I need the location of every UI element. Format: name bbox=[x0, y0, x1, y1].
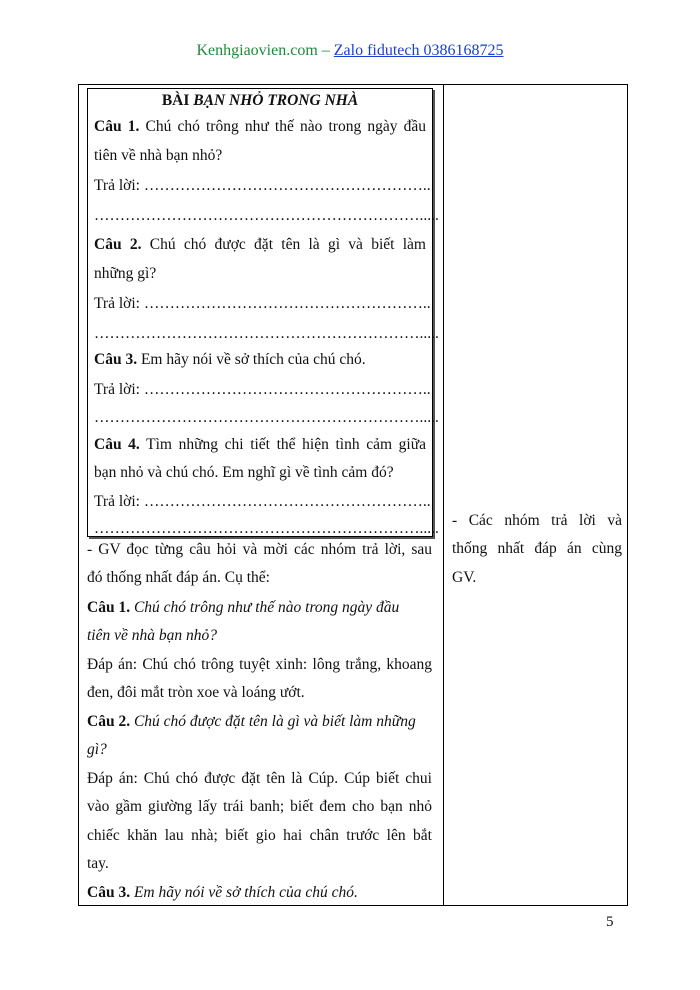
box-question-1-cont: tiên về nhà bạn nhỏ? bbox=[94, 147, 223, 164]
question-1-cont: tiên về nhà bạn nhỏ? bbox=[87, 627, 218, 644]
question-2: Câu 2. Chú chó được đặt tên là gì và biết làm những bbox=[87, 713, 416, 730]
site-name: Kenhgiaovien.com bbox=[196, 42, 318, 59]
answer-line: Trả lời: ……………………………………………….. bbox=[94, 381, 431, 398]
question-3: Câu 3. Em hãy nói về sở thích của chú chó. bbox=[87, 884, 358, 901]
header-separator: – bbox=[317, 42, 334, 59]
teacher-intro: - GV đọc từng câu hỏi và mời các nhóm trả lời, sau bbox=[87, 541, 432, 558]
lesson-table bbox=[78, 84, 628, 906]
dots-line: ………………………………………………………..... bbox=[94, 520, 439, 537]
box-question-4-cont: bạn nhỏ và chú chó. Em nghĩ gì về tình cảm đó? bbox=[94, 464, 394, 481]
box-question-2: Câu 2. Chú chó được đặt tên là gì và biết làm bbox=[94, 236, 426, 253]
box-question-1: Câu 1. Chú chó trông như thế nào trong ngày đầu bbox=[94, 118, 426, 135]
box-question-4: Câu 4. Tìm những chi tiết thể hiện tình cảm giữa bbox=[94, 436, 426, 453]
answer-2-cont: chiếc khăn lau nhà; biết gio hai chân trước lên bắt bbox=[87, 827, 432, 844]
student-line: thống nhất đáp án cùng bbox=[452, 540, 622, 557]
worksheet-box bbox=[87, 88, 439, 537]
box-question-2-cont: những gì? bbox=[94, 265, 157, 282]
page-number: 5 bbox=[606, 914, 614, 930]
worksheet-title: BÀI BẠN NHỎ TRONG NHÀ bbox=[161, 92, 359, 109]
answer-1-cont: đen, đôi mắt tròn xoe và loáng ướt. bbox=[87, 684, 305, 701]
teacher-intro-cont: đó thống nhất đáp án. Cụ thể: bbox=[87, 569, 270, 586]
box-question-3: Câu 3. Em hãy nói về sở thích của chú chó. bbox=[94, 351, 366, 368]
question-1: Câu 1. Chú chó trông như thế nào trong ngày đầu bbox=[87, 599, 400, 616]
contact-link[interactable]: Zalo fidutech 0386168725 bbox=[333, 42, 504, 59]
column-divider bbox=[443, 85, 444, 905]
answer-line: Trả lời: ……………………………………………….. bbox=[94, 177, 431, 194]
question-2-cont: gì? bbox=[87, 741, 107, 758]
student-line: GV. bbox=[452, 569, 477, 586]
dots-line: ………………………………………………………..... bbox=[94, 409, 439, 426]
page-header bbox=[0, 42, 700, 60]
student-line: - Các nhóm trả lời và bbox=[452, 512, 622, 529]
answer-line: Trả lời: ……………………………………………….. bbox=[94, 295, 431, 312]
answer-2-end: tay. bbox=[87, 855, 109, 872]
answer-2-cont: vào gầm giường lấy trái banh; biết đem cho bạn nhỏ bbox=[87, 798, 432, 815]
answer-2: Đáp án: Chú chó được đặt tên là Cúp. Cúp biết chui bbox=[87, 770, 432, 787]
answer-1: Đáp án: Chú chó trông tuyệt xinh: lông trắng, khoang bbox=[87, 656, 432, 673]
dots-line: ………………………………………………………..... bbox=[94, 207, 439, 224]
dots-line: ………………………………………………………..... bbox=[94, 325, 439, 342]
answer-line: Trả lời: ……………………………………………….. bbox=[94, 493, 431, 510]
